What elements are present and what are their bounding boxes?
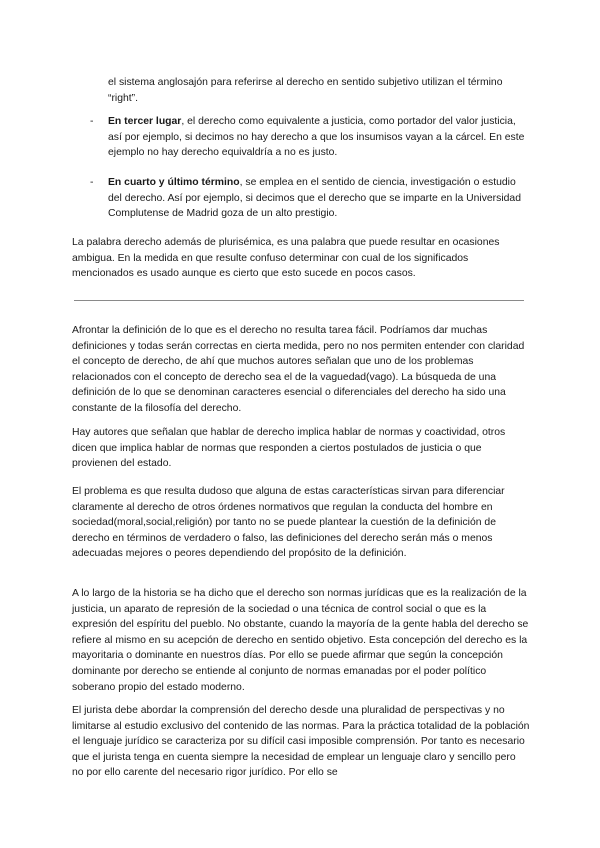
bullet-dash: - (90, 116, 94, 127)
ambiguity-paragraph: La palabra derecho además de plurisémica, es una palabra que puede resultar en ocasiones ambigua. En la medida en que resulte confuso determinar con cual de los significados mencionados es usado aunque es cierto que esto sucede en pocos casos. (72, 237, 500, 280)
bullet-body: , el derecho como equivalente a justicia, como portador del valor justicia, así por ejemplo, si decimos no hay derecho a que los insumisos vayan a la cárcel. En este ejemplo no hay derecho equivaldría a no es justo. (108, 116, 525, 159)
bullet-body: , se emplea en el sentido de ciencia, investigación o estudio del derecho. Así por ejemplo, si decimos que el derecho que se imparte en la Universidad Complutense de Madrid goza de un alto prestigio. (108, 177, 521, 220)
bullet-text (108, 175, 530, 222)
paragraph-jurist: El jurista debe abordar la comprensión del derecho desde una pluralidad de perspectivas y no limitarse al estudio exclusivo del contenido de las normas. Para la práctica totalidad de la población el lenguaje jurídico se caracteriza por su difícil casi imposible comprensión. Por tanto es necesario que el jurista tenga en cuenta siempre la necesidad de emplear un lenguaje claro y sencillo pero no por ello carente del necesario rigor jurídico. Por ello se (72, 705, 530, 779)
bullet-heading: En tercer lugar (108, 116, 182, 127)
bullet-dash: - (90, 177, 94, 188)
paragraph-definition: Afrontar la definición de lo que es el derecho no resulta tarea fácil. Podríamos dar muchas definiciones y todas serán correctas en cierta medida, pero no nos permiten entender con claridad el concepto de derecho, de ahí que muchos autores señalan que uno de los problemas relacionados con el concepto de derecho sea el de la vaguedad(vago). La búsqueda de una definición de lo que se denominan caracteres esencial o diferenciales del derecho ha sido una constante de la filosofía del derecho. (72, 325, 525, 414)
continuation-text: el sistema anglosajón para referirse al derecho en sentido subjetivo utilizan el término “right”. (108, 77, 503, 104)
section-divider (74, 300, 524, 301)
paragraph-history: A lo largo de la historia se ha dicho que el derecho son normas jurídicas que es la realización de la justicia, un aparato de represión de la sociedad o una técnica de control social o que es la expresión del espíritu del pueblo. No obstante, cuando la mayoría de la gente habla del derecho se refiere al mismo en su acepción de derecho en sentido objetivo. Esta concepción del derecho es la mayoritaria o dominante en nuestros días. Por ello se puede afirmar que según la concepción dominante por derecho se entiende al conjunto de normas emanadas por el poder político soberano propio del estado moderno. (72, 588, 529, 693)
paragraph-authors: Hay autores que señalan que hablar de derecho implica hablar de normas y coactividad, otros dicen que implica hablar de normas que responden a ciertos postulados de justicia o que provienen del estado. (72, 427, 506, 470)
bullet-text (108, 114, 530, 161)
bullet-heading: En cuarto y último término (108, 177, 240, 188)
paragraph-problem: El problema es que resulta dudoso que alguna de estas características sirvan para diferenciar claramente al derecho de otros órdenes normativos que regulan la conducta del hombre en sociedad(moral,social,religión) por tanto no se puede plantear la cuestión de la definición de derecho en términos de verdadero o falso, las definiciones del derecho serán más o menos adecuadas mejores o peores dependiendo del propósito de la definición. (72, 486, 505, 560)
